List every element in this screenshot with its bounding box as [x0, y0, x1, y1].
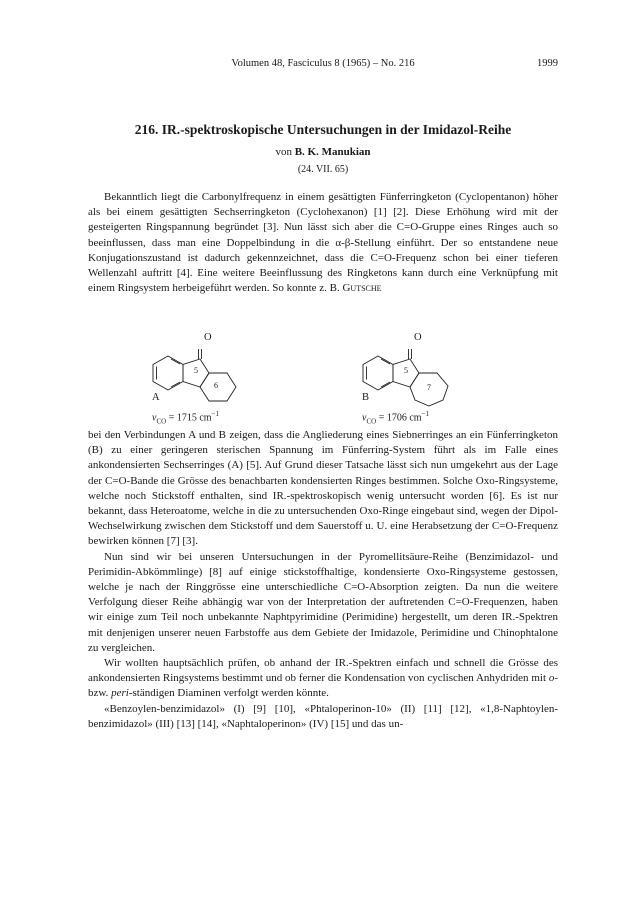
cited-author-name: Gutsche: [342, 282, 382, 295]
structure-a-drawing: [153, 349, 236, 401]
chemical-structures-figure: [88, 326, 558, 426]
article-title: 216. IR.-spektroskopische Untersuchungen in der Imidazol-Reihe: [134, 122, 512, 137]
journal-citation: Volumen 48, Fasciculus 8 (1965) – No. 216: [231, 58, 415, 69]
paragraph-aim-text-a: Wir wollten hauptsächlich prüfen, ob anhand der IR.-Spektren einfach und schnell die Grösse des ankondensierten Ringsystems bestimmt und ob ferner die Kondensation von cyclischen Anhydriden mit: [88, 657, 558, 685]
author-name: B. K. Manukian: [294, 146, 371, 158]
nu-symbol-b: ν: [362, 412, 367, 424]
body-text: [88, 428, 558, 732]
peri-prefix: peri-: [111, 687, 133, 700]
page-number: 1999: [537, 58, 558, 69]
paragraph-compounds: «Benzoylen-benzimidazol» (I) [9] [10], «Phtaloperinon-10» (II) [11] [12], «1,8-Naphtoylen-benzimidazol» (III) [13] [14], «Naphtaloperinon» (IV) [15] und das un-: [88, 702, 558, 730]
paragraph-pyromellitic: Nun sind wir bei unseren Untersuchungen in der Pyromellitsäure-Reihe (Benzimidazol- und Perimidin-Abkömmlinge) [8] auf einige stickstoffhaltige, kondensierte Oxo-Ringsysteme gestossen, welche je nach der Ringgrösse eine unterschiedliche C=O-Absorption zeigten. Da nun die weitere Verfolgung dieser Reihe abhängig war von der Interpretation der auftretenden C=O-Frequenzen, haben wir einige zum Teil noch unbekannte Naphtpyrimidine (Perimidine) hergestellt, um deren IR.-Spektren mit denjenigen unserer neuen Farbstoffe aus dem Gebiete der Imidazole, Perimidine und Chinophtalone zu vergleichen.: [88, 550, 558, 654]
structure-a-oxygen: O: [204, 332, 212, 343]
received-date: (24. VII. 65): [297, 164, 349, 175]
structure-b-oxygen: O: [414, 332, 422, 343]
frequency-sub-a: CO: [156, 417, 167, 426]
paragraph-aim-text-b: bzw.: [88, 687, 112, 700]
frequency-sub-b: CO: [366, 417, 377, 426]
chemical-structures-drawing: [88, 326, 558, 422]
intro-paragraph: [88, 190, 558, 296]
frequency-unit-exponent-b: −1: [421, 410, 429, 418]
running-header: [88, 58, 558, 72]
intro-paragraph-text: Bekanntlich liegt die Carbonylfrequenz in einem gesättigten Fünferringketon (Cyclopentanon) höher als bei einem gesättigten Sechserringketon (Cyclohexanon) [1] [2]. Diese Erhöhung wird mit der gesteigerten Ringspannung begründet [3]. Nun lässt sich aber die C=O-Gruppe eines Ringes auch so beeinflussen, dass man eine Doppelbindung in die α-β-Stellung einführt. Der so entstandene neue Konjugationszustand ist dadurch gekennzeichnet, dass die C=O-Frequenz schon bei einer tieferen Wellenzahl auftritt [4]. Eine weitere Beeinflussung des Ringketons kann durch eine Verknüpfung mit einem Ringsystem herbeigeführt werden. So konnte z. B.: [88, 191, 558, 295]
byline: [88, 146, 558, 158]
ortho-prefix: o-: [548, 672, 558, 685]
structure-a-frequency: [152, 410, 219, 425]
frequency-unit-exponent-a: −1: [211, 410, 219, 418]
structure-b-five-ring-label: 5: [404, 366, 408, 375]
structure-b-frequency: [362, 410, 429, 425]
structure-a-five-ring-label: 5: [194, 366, 198, 375]
structure-a-label: A: [152, 392, 160, 403]
paragraph-comparison: bei den Verbindungen A und B zeigen, dass die Angliederung eines Siebnerringes an ein Fünferringketon (B) zu einer geringeren sterischen Spannung im Fünferring-System führt als im Falle eines ankondensierten Sechserringes (A) [5]. Auf Grund dieser Tatsache lässt sich nun umgekehrt aus der Lage der C=O-Bande die Grösse des benachbarten kondensierten Ringes bestimmen. Solche Oxo-Ringsysteme, welche noch Stickstoff enthalten, sind IR.-spektroskopisch wenig untersucht worden [6]. Es ist nur bekannt, dass Heteroatome, welche in die zu untersuchenden Oxo-Ringe eingebaut sind, wegen der Dipol-Wechselwirkung zwischen dem Stickstoff und dem Sauerstoff u. U. eine Herabsetzung der C=O-Frequenz bewirken können [7] [3].: [88, 429, 558, 548]
structure-a-six-ring-label: 6: [214, 381, 218, 390]
paragraph-aim-text-c: ständigen Diaminen verfolgt werden könnte.: [132, 687, 329, 700]
structure-b-seven-ring-label: 7: [427, 383, 431, 392]
paragraph-aim: [88, 656, 558, 702]
nu-symbol-a: ν: [152, 412, 157, 424]
frequency-value-a: = 1715 cm: [166, 412, 212, 424]
structure-b-label: B: [362, 392, 370, 403]
structure-b-drawing: [363, 349, 448, 406]
frequency-value-b: = 1706 cm: [376, 412, 422, 424]
byline-prefix: von: [275, 146, 295, 158]
